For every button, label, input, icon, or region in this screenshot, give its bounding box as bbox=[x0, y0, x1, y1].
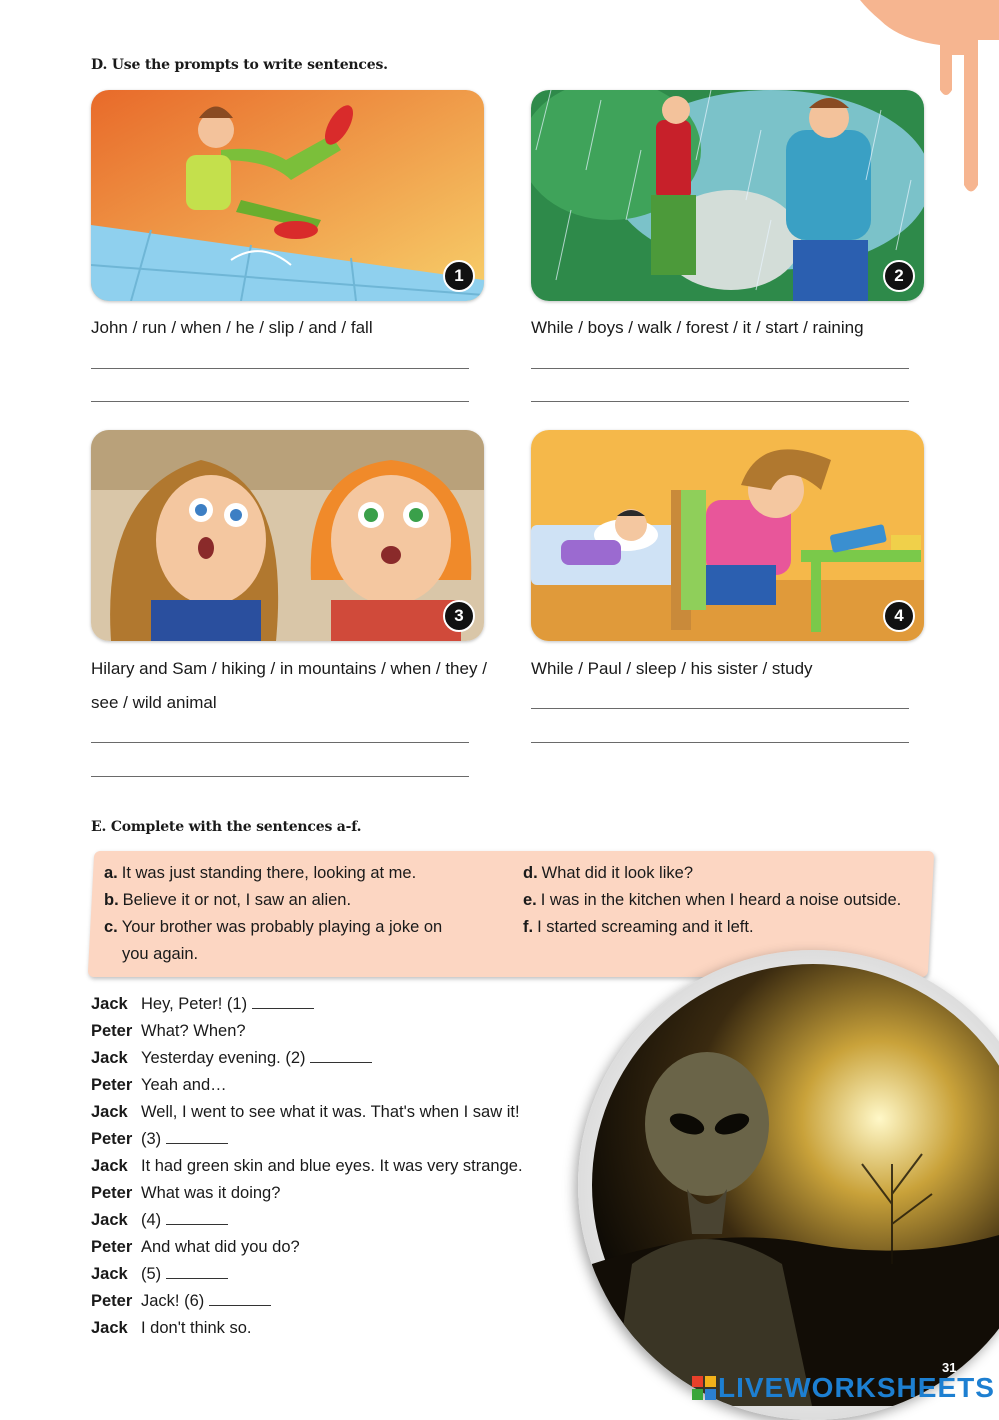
dialogue-line-10: Peter And what did you do? bbox=[91, 1238, 300, 1256]
option-f: f. I started screaming and it left. bbox=[523, 918, 754, 936]
picture-number-badge: 3 bbox=[443, 600, 475, 632]
prompt-3-line2: see / wild animal bbox=[91, 693, 217, 712]
picture-number-badge: 2 bbox=[883, 260, 915, 292]
dialogue-line-12: Peter Jack! (6) bbox=[91, 1288, 271, 1315]
dialogue-line-1: Jack Hey, Peter! (1) bbox=[91, 991, 314, 1018]
dialogue-line-7: Jack It had green skin and blue eyes. It was very strange. bbox=[91, 1157, 523, 1175]
answer-line[interactable] bbox=[91, 742, 469, 743]
option-d: d. What did it look like? bbox=[523, 864, 693, 882]
dialogue-line-4: Peter Yeah and… bbox=[91, 1076, 227, 1094]
picture-2-rain-forest bbox=[531, 90, 924, 301]
option-c-continued: you again. bbox=[122, 945, 199, 963]
answer-line[interactable] bbox=[91, 401, 469, 402]
dialogue-line-2: Peter What? When? bbox=[91, 1022, 246, 1040]
picture-4-sleep-study bbox=[531, 430, 924, 641]
dialogue-line-9: Jack (4) bbox=[91, 1207, 228, 1234]
answer-blank-5[interactable] bbox=[166, 1264, 228, 1279]
prompt-4: While / Paul / sleep / his sister / study bbox=[531, 659, 813, 678]
answer-blank-3[interactable] bbox=[166, 1129, 228, 1144]
dialogue-line-3: Jack Yesterday evening. (2) bbox=[91, 1045, 372, 1072]
dialogue-line-6: Peter (3) bbox=[91, 1126, 228, 1153]
option-b: b. Believe it or not, I saw an alien. bbox=[104, 891, 352, 909]
picture-3-scared-kids bbox=[91, 430, 484, 641]
answer-blank-4[interactable] bbox=[166, 1210, 228, 1225]
prompt-3-line1: Hilary and Sam / hiking / in mountains / when / they / bbox=[91, 659, 487, 678]
picture-number-badge: 4 bbox=[883, 600, 915, 632]
dialogue-line-13: Jack I don't think so. bbox=[91, 1319, 252, 1337]
answer-line[interactable] bbox=[91, 368, 469, 369]
prompt-1: John / run / when / he / slip / and / fall bbox=[91, 318, 373, 337]
answer-line[interactable] bbox=[531, 401, 909, 402]
liveworksheets-logo-icon bbox=[692, 1376, 716, 1400]
alien-picture bbox=[578, 950, 999, 1420]
dialogue-line-5: Jack Well, I went to see what it was. That's when I saw it! bbox=[91, 1103, 520, 1121]
answer-line[interactable] bbox=[531, 742, 909, 743]
dialogue-line-11: Jack (5) bbox=[91, 1261, 228, 1288]
section-e-heading: E. Complete with the sentences a-f. bbox=[91, 819, 362, 835]
option-e: e. I was in the kitchen when I heard a noise outside. bbox=[523, 891, 902, 909]
dialogue-line-8: Peter What was it doing? bbox=[91, 1184, 281, 1202]
option-c: c. Your brother was probably playing a joke on bbox=[104, 918, 443, 936]
section-d-heading: D. Use the prompts to write sentences. bbox=[91, 57, 388, 73]
picture-number-badge: 1 bbox=[443, 260, 475, 292]
prompt-2: While / boys / walk / forest / it / start / raining bbox=[531, 318, 864, 337]
answer-blank-2[interactable] bbox=[310, 1048, 372, 1063]
picture-1-slip bbox=[91, 90, 484, 301]
page-number: 31 bbox=[942, 1360, 957, 1375]
answer-line[interactable] bbox=[91, 776, 469, 777]
option-a: a. It was just standing there, looking at me. bbox=[104, 864, 417, 882]
answer-line[interactable] bbox=[531, 368, 909, 369]
answer-blank-1[interactable] bbox=[252, 994, 314, 1009]
brand-logo-text[interactable]: LIVEWORKSHEETS bbox=[718, 1372, 995, 1403]
answer-line[interactable] bbox=[531, 708, 909, 709]
answer-blank-6[interactable] bbox=[209, 1291, 271, 1306]
